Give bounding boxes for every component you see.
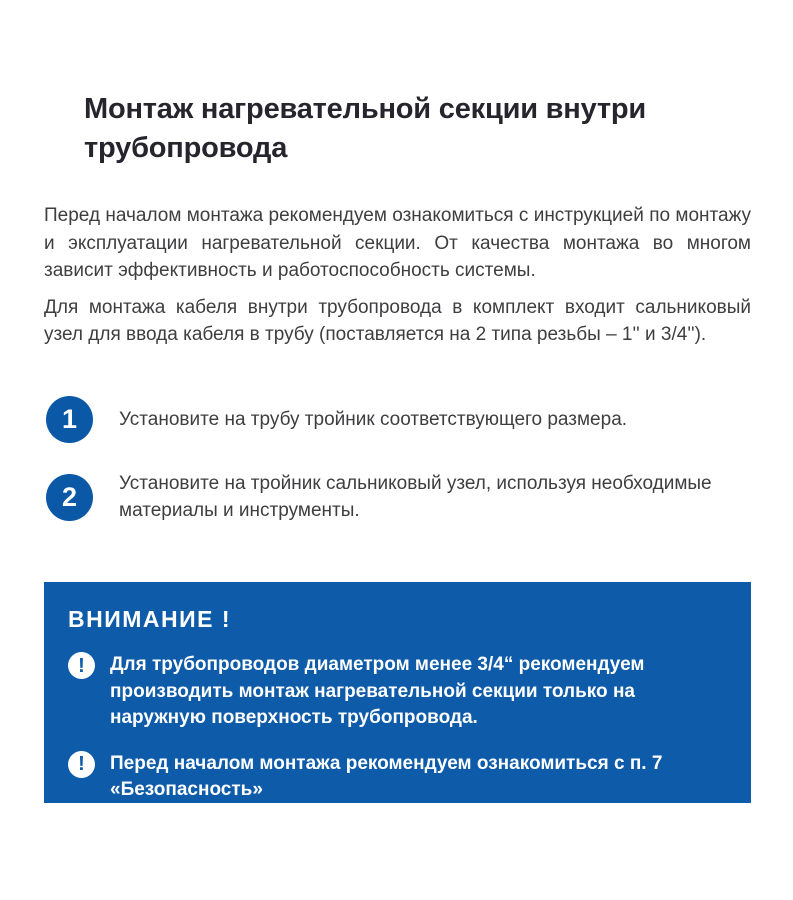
step-1-text: Установите на трубу тройник соответствующего размера. xyxy=(119,409,628,430)
exclamation-icon: ! xyxy=(68,751,95,778)
warning-item-2-text: Перед началом монтажа рекомендуем ознакомиться с п. 7 «Безопасность» xyxy=(110,752,663,800)
intro-paragraph-2: Для монтажа кабеля внутри трубопровода в комплект входит сальниковый узел для ввода кабеля в трубу (поставляется на 2 типа резьбы – 1'' и 3/4''). xyxy=(44,296,751,345)
warning-item-2 xyxy=(68,751,721,804)
warning-title: ВНИМАНИЕ ! xyxy=(68,606,232,632)
step-2-number-badge: 2 xyxy=(46,474,93,521)
intro-section xyxy=(44,202,751,358)
step-1-number-badge: 1 xyxy=(46,396,93,443)
step-2-text: Установите на тройник сальниковый узел, используя необходимые материалы и инструменты. xyxy=(119,473,712,521)
step-item-1 xyxy=(46,396,764,443)
warning-box xyxy=(44,582,751,803)
steps-list xyxy=(46,396,764,551)
step-item-2 xyxy=(46,470,764,524)
page-title: Монтаж нагревательной секции внутри трубопровода xyxy=(84,93,647,164)
warning-item-1 xyxy=(68,652,721,732)
exclamation-icon: ! xyxy=(68,652,95,679)
intro-paragraph-1: Перед началом монтажа рекомендуем ознакомиться с инструкцией по монтажу и эксплуатации нагревательной секции. От качества монтажа во многом зависит эффективность и работоспособность системы. xyxy=(44,205,751,281)
warning-item-1-text: Для трубопроводов диаметром менее 3/4“ рекомендуем производить монтаж нагревательной секции только на наружную поверхность трубопровода. xyxy=(110,654,645,728)
